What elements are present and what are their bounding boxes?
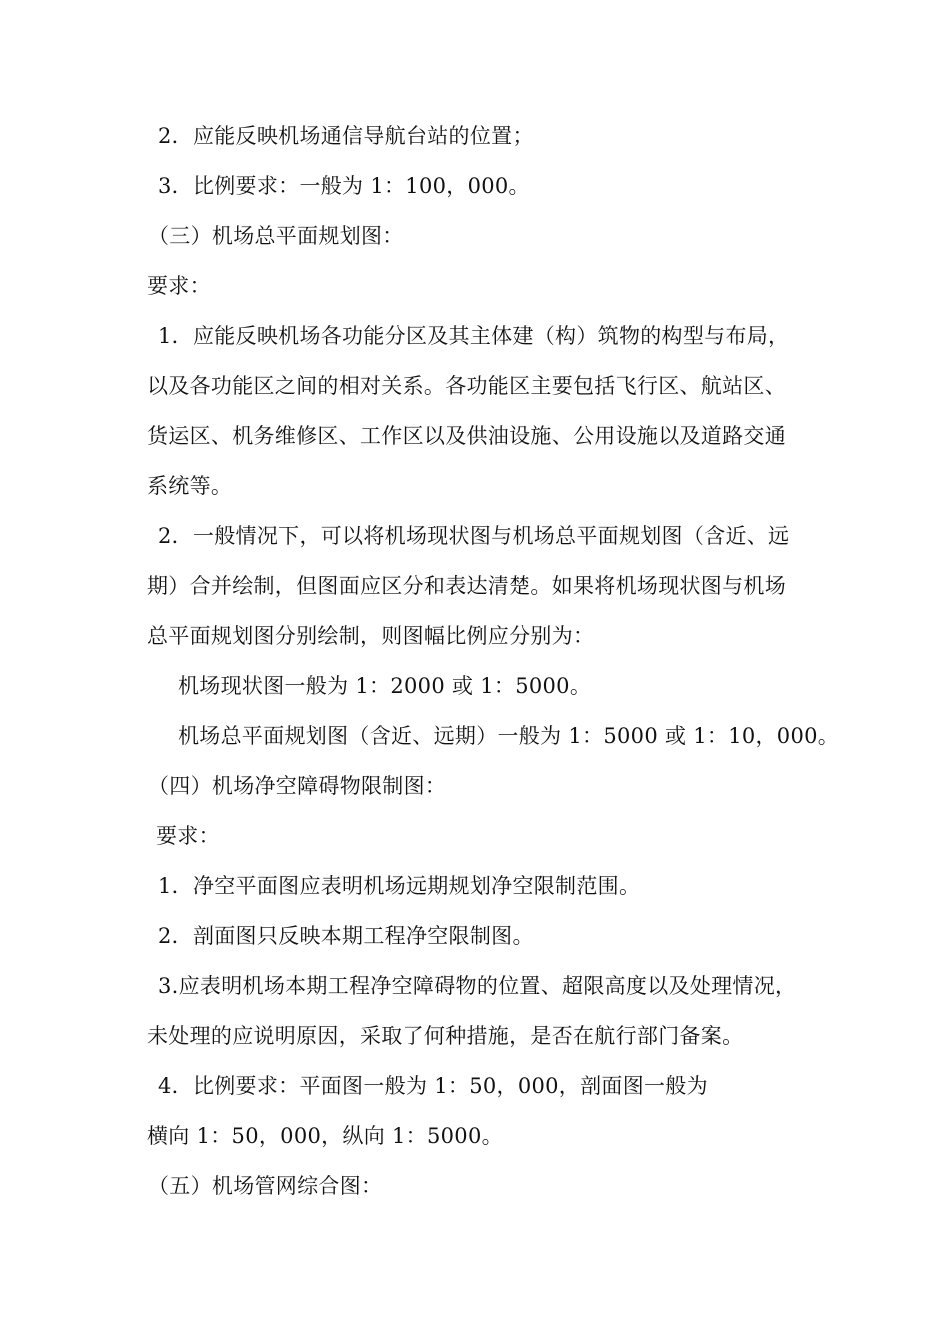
paragraph-line: 2．一般情况下，可以将机场现状图与机场总平面规划图（含近、远: [158, 524, 790, 548]
paragraph-line: 以及各功能区之间的相对关系。各功能区主要包括飞行区、航站区、: [147, 374, 786, 398]
paragraph-line: 4．比例要求：平面图一般为 1：50，000，剖面图一般为: [158, 1074, 708, 1098]
list-item: 1．净空平面图应表明机场远期规划净空限制范围。: [158, 874, 641, 898]
scale-line-master-plan: 机场总平面规划图（含近、远期）一般为 1：5000 或 1：10，000。: [178, 724, 840, 748]
list-item-scale-requirement: 3．比例要求：一般为 1：100，000。: [158, 174, 530, 198]
paragraph-line: 总平面规划图分别绘制，则图幅比例应分别为：: [147, 624, 595, 648]
paragraph-line: 系统等。: [147, 474, 233, 498]
paragraph-line: 货运区、机务维修区、工作区以及供油设施、公用设施以及道路交通: [147, 424, 786, 448]
scale-line-current-map: 机场现状图一般为 1：2000 或 1：5000。: [178, 674, 592, 698]
list-item-comm-nav-stations: 2．应能反映机场通信导航台站的位置；: [158, 124, 534, 148]
paragraph-line: 未处理的应说明原因，采取了何种措施，是否在航行部门备案。: [147, 1024, 744, 1048]
paragraph-line: 3.应表明机场本期工程净空障碍物的位置、超限高度以及处理情况，: [158, 974, 797, 998]
paragraph-line: 横向 1：50，000，纵向 1：5000。: [147, 1124, 503, 1148]
list-item: 2．剖面图只反映本期工程净空限制图。: [158, 924, 534, 948]
paragraph-line: 1．应能反映机场各功能分区及其主体建（构）筑物的构型与布局，: [158, 324, 790, 348]
paragraph-line: 期）合并绘制，但图面应区分和表达清楚。如果将机场现状图与机场: [147, 574, 786, 598]
requirements-label: 要求：: [156, 824, 220, 848]
requirements-label: 要求：: [147, 274, 211, 298]
section-heading-pipeline-map: （五）机场管网综合图：: [148, 1174, 383, 1198]
section-heading-master-plan: （三）机场总平面规划图：: [148, 224, 404, 248]
section-heading-obstacle-limit: （四）机场净空障碍物限制图：: [148, 774, 447, 798]
